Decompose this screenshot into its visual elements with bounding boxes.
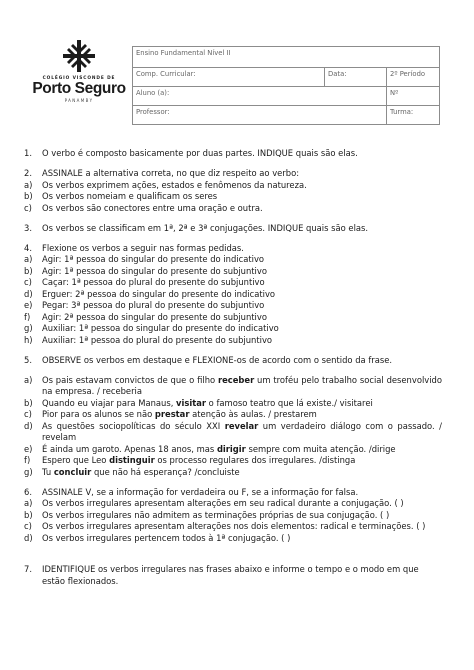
item-letter: d) (24, 420, 33, 431)
option[interactable] (22, 180, 442, 192)
sentence-item (22, 467, 442, 479)
question-text: ASSINALE a alternativa correta, no que diz respeito ao verbo: (42, 168, 300, 178)
option-letter: b) (24, 191, 33, 201)
questions (22, 148, 442, 587)
item (22, 254, 442, 266)
period-cell: 2º Período (387, 68, 440, 87)
question-6 (22, 487, 442, 499)
sentence-start: Quando eu viajar para Manaus, (42, 397, 177, 408)
sentence-end: atenção às aulas. / prestarem (189, 409, 317, 419)
sentence-end: um verdadeiro diálogo com o passado. / revelam (42, 420, 442, 442)
sentence-item (22, 444, 442, 456)
sentence-start: Os pais estavam convictos de que o filho (42, 374, 218, 385)
header-table (132, 46, 440, 125)
option-text: Os verbos são conectores entre uma oração e outra. (42, 202, 263, 213)
question-5 (22, 355, 442, 367)
number-field[interactable]: Nº (387, 87, 440, 106)
question-text: O verbo é composto basicamente por duas partes. INDIQUE quais são elas. (42, 148, 358, 158)
item-letter: e) (24, 443, 33, 454)
true-false-item[interactable] (22, 510, 442, 522)
item (22, 300, 442, 312)
item-text: Auxiliar: 1ª pessoa do plural do presente do subjuntivo (42, 334, 273, 345)
highlighted-verb: visitar (176, 397, 207, 408)
student-field[interactable]: Aluno (a): (133, 87, 387, 106)
question-number: 1. (24, 148, 32, 158)
item (22, 277, 442, 289)
sentence-start: Espero que Leo (42, 455, 110, 465)
item-text: Agir: 1ª pessoa do singular do presente do indicativo (42, 254, 265, 264)
sentence-item (22, 455, 442, 467)
item (22, 312, 442, 324)
highlighted-verb: distinguir (109, 455, 155, 465)
question-1 (22, 148, 442, 160)
item (22, 266, 442, 278)
item-letter: b) (24, 509, 33, 520)
question-4 (22, 243, 442, 255)
campus-name: PANAMBY (64, 98, 94, 103)
sentence-start: As questões sociopolíticas do século XXI (42, 420, 225, 431)
item-letter: g) (24, 323, 33, 333)
question-number: 3. (24, 222, 32, 233)
sentence-item (22, 375, 442, 398)
item-letter: a) (24, 254, 33, 264)
sentence-end: um troféu pelo trabalho social desenvolvido na empresa. / receberia (42, 374, 443, 396)
item-letter: g) (24, 466, 33, 477)
item-letter: b) (24, 397, 33, 408)
item-letter: h) (24, 334, 33, 345)
sentence-end: os processo regulares dos irregulares. /distinga (154, 455, 356, 465)
sentence-item (22, 409, 442, 421)
item-letter: f) (24, 311, 31, 322)
sentence-item (22, 398, 442, 410)
question-number: 4. (24, 242, 32, 253)
item-letter: b) (24, 265, 33, 276)
item-letter: f) (24, 455, 31, 465)
question-text: Os verbos se classificam em 1ª, 2ª e 3ª conjugações. INDIQUE quais são elas. (42, 222, 369, 233)
question-3 (22, 223, 442, 235)
item-text: Os verbos irregulares pertencem todos à 1ª conjugação. ( ) (42, 532, 291, 543)
teacher-field[interactable]: Professor: (133, 106, 387, 125)
item-text: Os verbos irregulares apresentam alterações em seu radical durante a conjugação. ( ) (42, 498, 404, 508)
item (22, 335, 442, 347)
item-letter: c) (24, 409, 32, 419)
question-number: 2. (24, 168, 32, 178)
question-number: 5. (24, 354, 32, 365)
highlighted-verb: concluir (53, 466, 92, 477)
sentence-start: É ainda um garoto. Apenas 18 anos, mas (42, 443, 217, 454)
item-letter: d) (24, 532, 33, 543)
true-false-item[interactable] (22, 521, 442, 533)
question-number: 7. (24, 564, 32, 574)
school-logo (30, 38, 128, 108)
sentence-end: o famoso teatro que lá existe./ visitarei (206, 397, 373, 408)
item (22, 323, 442, 335)
question-text: IDENTIFIQUE os verbos irregulares nas frases abaixo e informe o tempo e o modo em que estão flexionados. (42, 564, 419, 586)
item-letter: c) (24, 277, 32, 287)
item-text: Pegar: 3ª pessoa do plural do presente do subjuntivo (42, 300, 265, 310)
option[interactable] (22, 191, 442, 203)
item-letter: a) (24, 374, 33, 385)
item-text: Os verbos irregulares apresentam alterações nos dois elementos: radical e terminações. ( ) (42, 521, 426, 531)
highlighted-verb: prestar (154, 409, 190, 419)
option[interactable] (22, 203, 442, 215)
item-text: Erguer: 2ª pessoa do singular do presente do indicativo (42, 288, 276, 299)
option-text: Os verbos nomeiam e qualificam os seres (42, 191, 218, 201)
brand-name: Porto Seguro (32, 80, 126, 97)
sentence-end: que não há esperança? /concluiste (91, 466, 240, 477)
item-text: Agir: 1ª pessoa do singular do presente do subjuntivo (42, 265, 267, 276)
question-number: 6. (24, 486, 32, 497)
item-letter: a) (24, 498, 33, 508)
sentence-end: sempre com muita atenção. /dirige (245, 443, 396, 454)
question-text: Flexione os verbos a seguir nas formas pedidas. (42, 242, 244, 253)
item-letter: c) (24, 521, 32, 531)
cross-emblem-icon (61, 38, 97, 74)
item-letter: e) (24, 300, 33, 310)
highlighted-verb: dirigir (216, 443, 246, 454)
subject-field[interactable]: Comp. Curricular: (133, 68, 325, 87)
option-letter: c) (24, 202, 32, 213)
highlighted-verb: revelar (224, 420, 259, 431)
option-text: Os verbos exprimem ações, estados e fenômenos da natureza. (42, 179, 307, 190)
highlighted-verb: receber (217, 374, 255, 385)
sentence-item (22, 421, 442, 444)
question-text: ASSINALE V, se a informação for verdadeira ou F, se a informação for falsa. (42, 486, 359, 497)
item-letter: d) (24, 288, 33, 299)
item-text: Agir: 2ª pessoa do singular do presente do subjuntivo (42, 311, 267, 322)
item (22, 289, 442, 301)
item-text: Auxiliar: 1ª pessoa do singular do presente do indicativo (42, 323, 279, 333)
sentence-start: Tu (42, 466, 54, 477)
level-cell: Ensino Fundamental Nível II (133, 47, 440, 68)
sentence-start: Pior para os alunos se não (42, 409, 155, 419)
date-field[interactable]: Data: (325, 68, 387, 87)
question-text: OBSERVE os verbos em destaque e FLEXIONE-os de acordo com o sentido da frase. (42, 354, 393, 365)
school-name: COLÉGIO VISCONDE DE (42, 76, 116, 81)
question-2 (22, 168, 442, 180)
true-false-item[interactable] (22, 533, 442, 545)
class-field[interactable]: Turma: (387, 106, 440, 125)
item-text: Os verbos irregulares não admitem as terminações próprias de sua conjugação. ( ) (42, 509, 390, 520)
option-letter: a) (24, 179, 33, 190)
true-false-item[interactable] (22, 498, 442, 510)
item-text: Caçar: 1ª pessoa do plural do presente do subjuntivo (42, 277, 265, 287)
question-7 (22, 564, 442, 587)
